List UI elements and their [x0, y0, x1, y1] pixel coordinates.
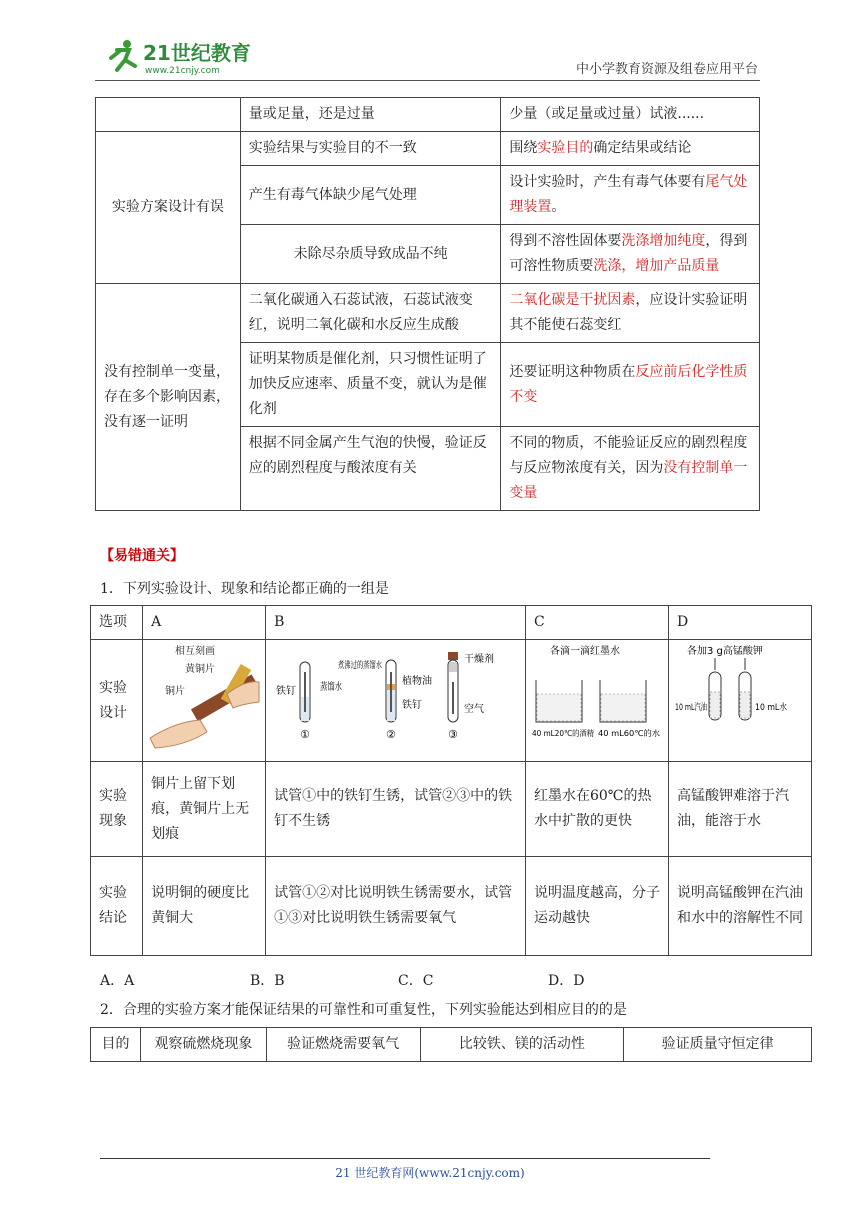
table-cell: 说明高锰酸钾在汽油和水中的溶解性不同 [668, 857, 811, 956]
brass-copper-scratch-figure [145, 642, 263, 750]
header-cell: 验证质量守恒定律 [624, 1028, 812, 1062]
site-logo [95, 36, 265, 76]
table-cell [501, 166, 760, 225]
fig-label: 10 mL水 [754, 703, 793, 713]
option-b[interactable]: B．B [250, 973, 285, 989]
fig-label: 40 mL60℃的水 [597, 729, 659, 738]
question-2-stem: 2．合理的实验方案才能保证结果的可靠性和可重复性，下列实验能达到相应目的的是 [100, 1002, 627, 1018]
fig-label: ② [386, 728, 397, 741]
section-title: 【易错通关】 [100, 548, 184, 564]
text-segment: 还要证明这种物质在 [509, 363, 636, 380]
table-cell [501, 284, 760, 343]
fig-label: 蒸馏水 [320, 682, 351, 693]
table-cell: 红墨水在60℃的热水中扩散的更快 [525, 762, 668, 857]
table-row [96, 132, 760, 166]
question-1-table [90, 605, 812, 956]
fig-label: 40 mL20℃的酒精 [531, 729, 601, 738]
figure-d-cell [668, 640, 811, 762]
table-cell: 试管①中的铁钉生锈，试管②③中的铁钉不生锈 [266, 762, 526, 857]
table-row [96, 98, 760, 132]
figure-b-cell [266, 640, 526, 762]
logo-text: 21世纪教育 [143, 41, 251, 65]
fig-label: 植物油 [402, 676, 433, 687]
table-cell: 铜片上留下划痕，黄铜片上无划痕 [143, 762, 266, 857]
fig-label: 各加3 g高锰酸钾 [686, 646, 763, 657]
ink-diffusion-figure [528, 642, 666, 750]
table-row [91, 1028, 812, 1062]
header-cell: 选项 [91, 606, 143, 640]
text-segment: 不同的物质，不能验证反应的剧烈程度与反应物浓度有关，因为 [509, 435, 748, 476]
table-cell [501, 343, 760, 427]
table-row [91, 762, 812, 857]
header-cell: 验证燃烧需要氧气 [266, 1028, 420, 1062]
table-cell: 实验结果与实验目的不一致 [240, 132, 501, 166]
header-cell: D [668, 606, 811, 640]
option-d[interactable]: D．D [548, 973, 585, 989]
fig-label: 铜片 [165, 686, 186, 697]
fig-label: 黄铜片 [185, 664, 216, 675]
text-segment: 围绕 [509, 140, 538, 156]
table-cell: 未除尽杂质导致成品不纯 [240, 225, 501, 284]
error-summary-table [95, 97, 760, 511]
highlight-text: 洗涤增加纯度 [621, 233, 706, 249]
text-segment: ，应设计实验证明其不能使石蕊变红 [509, 292, 748, 333]
table-row [96, 284, 760, 343]
highlight-text: 二氧化碳是干扰因素 [509, 292, 636, 308]
figure-a-cell [143, 640, 266, 762]
permanganate-solubility-figure [671, 642, 809, 750]
highlight-text: 反应前后化学性质不变 [509, 363, 748, 405]
group-label: 没有控制单一变量，存在多个影响因素，没有逐一证明 [96, 284, 241, 511]
table-cell: 试管①②对比说明铁生锈需要水，试管①③对比说明铁生锈需要氧气 [266, 857, 526, 956]
fig-label: 各滴一滴红墨水 [549, 646, 620, 657]
table-row [91, 606, 812, 640]
iron-rust-tubes-figure [268, 642, 522, 750]
table-row [91, 857, 812, 956]
table-cell: 二氧化碳通入石蕊试液，石蕊试液变红，说明二氧化碳和水反应生成酸 [240, 284, 501, 343]
fig-label: 空气 [464, 704, 485, 715]
header-cell: 目的 [91, 1028, 141, 1062]
footer-divider [100, 1158, 710, 1159]
table-cell: 少量（或足量或过量）试液...... [501, 98, 760, 132]
header-cell: A [143, 606, 266, 640]
header-cell: 比较铁、镁的活动性 [420, 1028, 624, 1062]
header-platform-text: 中小学教育资源及组卷应用平台 [575, 62, 758, 77]
option-a[interactable]: A．A [100, 973, 135, 989]
table-cell [501, 132, 760, 166]
question-2-table [90, 1027, 812, 1062]
option-c[interactable]: C．C [398, 973, 434, 989]
fig-label: ① [300, 728, 311, 741]
table-cell: 根据不同金属产生气泡的快慢，验证反应的剧烈程度与酸浓度有关 [240, 427, 501, 511]
table-cell: 证明某物质是催化剂，只习惯性证明了加快反应速率、质量不变，就认为是催化剂 [240, 343, 501, 427]
header-cell: C [525, 606, 668, 640]
logo-sub: www.21cnjy.com [145, 66, 220, 76]
highlight-text: 没有控制单一变量 [509, 460, 748, 501]
fig-label: 10 mL汽油 [674, 703, 722, 713]
header-cell: B [266, 606, 526, 640]
row-label: 实验结论 [91, 857, 143, 956]
table-cell: 说明温度越高，分子运动越快 [525, 857, 668, 956]
table-cell: 量或足量，还是过量 [240, 98, 501, 132]
text-segment: 。 [551, 199, 566, 215]
table-cell [501, 427, 760, 511]
text-segment: ，得到可溶性物质要 [509, 233, 748, 274]
fig-label: 干燥剂 [464, 654, 495, 665]
row-label: 实验现象 [91, 762, 143, 857]
fig-label: ③ [448, 728, 459, 741]
table-cell: 高锰酸钾难溶于汽油，能溶于水 [668, 762, 811, 857]
text-segment: 得到不溶性固体要 [509, 233, 622, 249]
row-label: 实验设计 [91, 640, 143, 762]
question-1-stem: 1．下列实验设计、现象和结论都正确的一组是 [100, 581, 389, 597]
table-cell [501, 225, 760, 284]
text-segment: 确定结果或结论 [593, 140, 692, 156]
highlight-text: 洗涤，增加产品质量 [593, 258, 720, 274]
header-cell: 观察硫燃烧现象 [140, 1028, 266, 1062]
text-segment: 设计实验时，产生有毒气体要有 [509, 174, 706, 190]
table-cell: 说明铜的硬度比黄铜大 [143, 857, 266, 956]
table-row [91, 640, 812, 762]
table-cell: 产生有毒气体缺少尾气处理 [240, 166, 501, 225]
highlight-text: 尾气处理装置 [509, 174, 748, 215]
fig-label: 铁钉 [276, 686, 297, 697]
footer-text: 21 世纪教育网(www.21cnjy.com) [335, 1166, 525, 1180]
figure-c-cell [525, 640, 668, 762]
page-header [95, 30, 760, 81]
fig-label: 铁钉 [402, 700, 423, 711]
group-label: 实验方案设计有误 [96, 132, 241, 284]
fig-label: 相互刻画 [175, 646, 216, 657]
fig-label: 煮沸过的蒸馏水 [338, 661, 402, 671]
highlight-text: 实验目的 [537, 140, 594, 156]
